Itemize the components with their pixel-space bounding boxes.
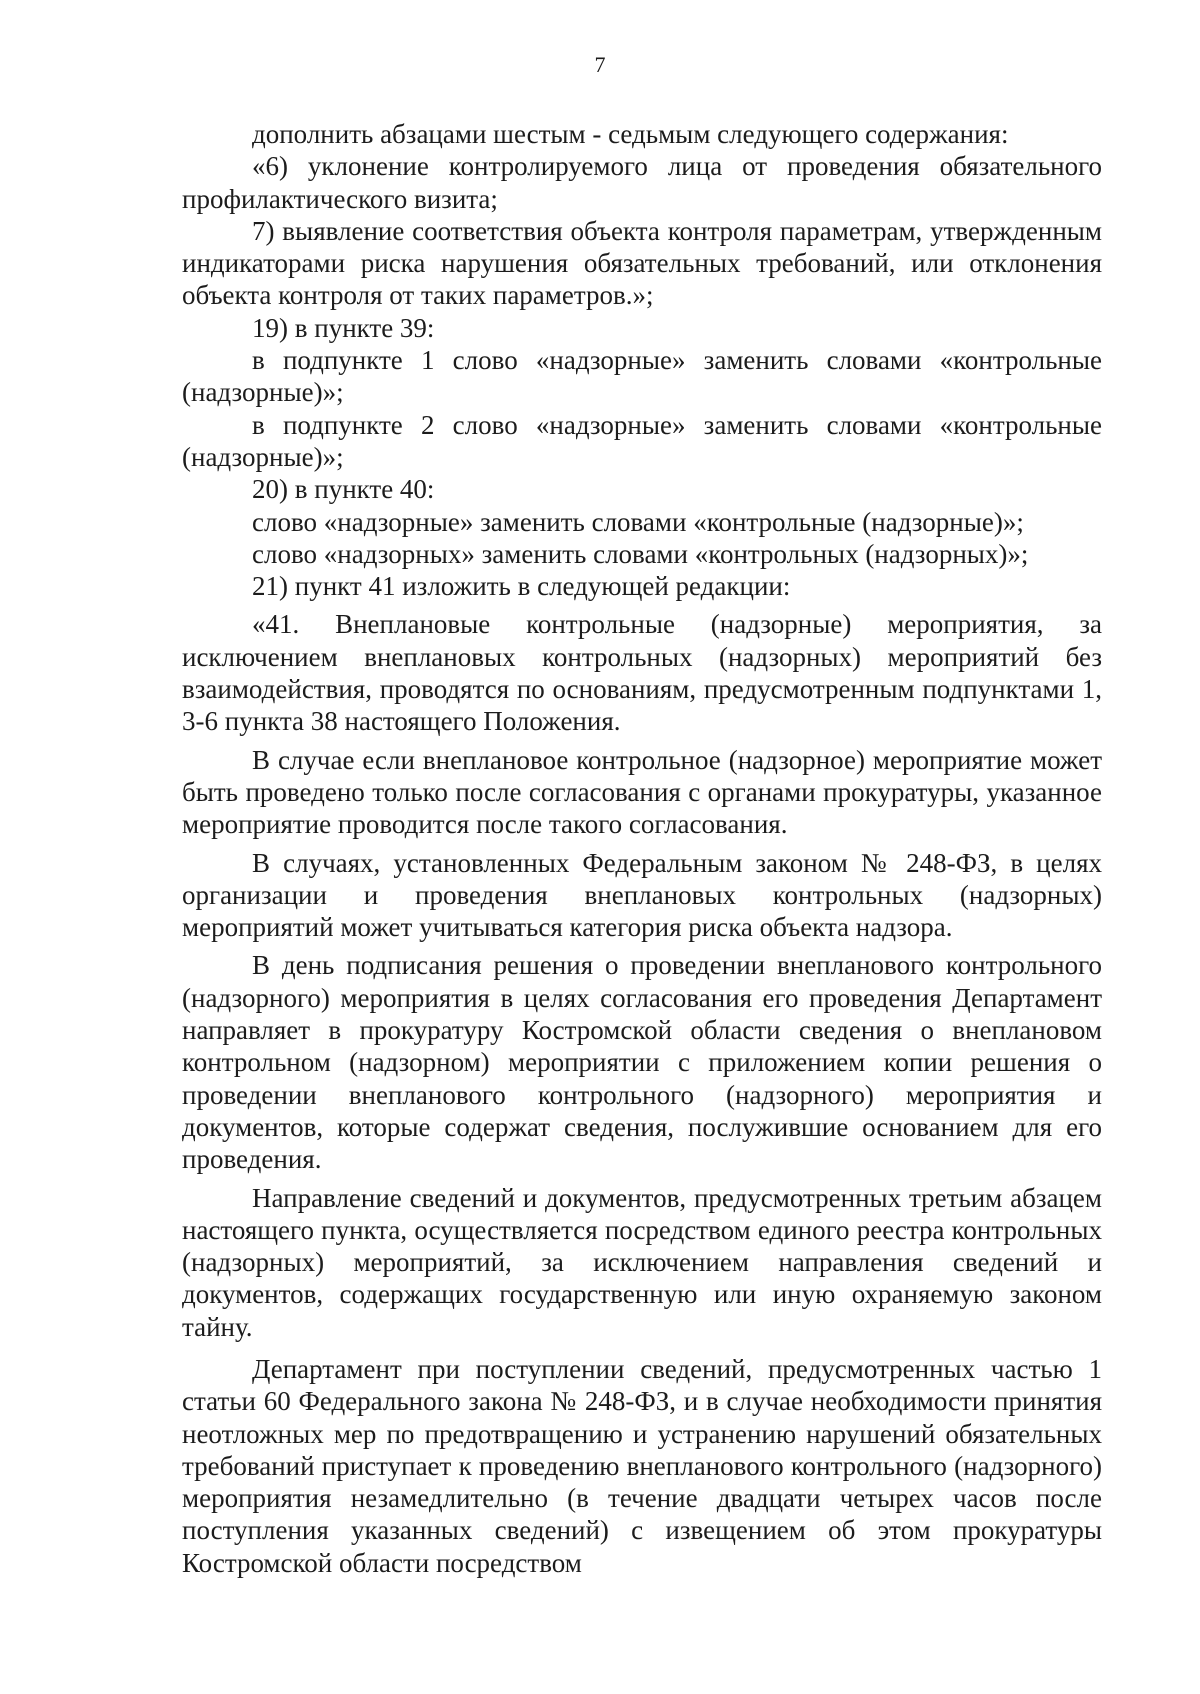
paragraph-clause-41: «41. Внеплановые контрольные (надзорные) мероприятия, за исключением внеплановых контрольных (надзорных) мероприятий без взаимодействия, проводятся по основаниям, предусмотренным подпунктами 1, 3-6 пункта 38 настоящего Положения. bbox=[182, 609, 1102, 737]
paragraph-word-replace-1: слово «надзорные» заменить словами «контрольные (надзорные)»; bbox=[252, 506, 1024, 537]
paragraph-subitem-2: в подпункте 2 слово «надзорные» заменить словами «контрольные (надзорные)»; bbox=[182, 409, 1102, 472]
paragraph-item-20: 20) в пункте 40: bbox=[252, 474, 435, 505]
paragraph-item-21: 21) пункт 41 изложить в следующей редакции: bbox=[252, 571, 791, 602]
paragraph-signing-day: В день подписания решения о проведении внепланового контрольного (надзорного) мероприятия в целях согласования его проведения Департамент направляет в прокуратуру Костромской области сведения о внеплановом контрольном (надзорном) мероприятии с приложением копии решения о проведении внепланового контрольного (надзорного) мероприятия и документов, которые содержат сведения, послужившие основанием для его проведения. bbox=[182, 950, 1102, 1175]
paragraph-word-replace-2: слово «надзорных» заменить словами «контрольных (надзорных)»; bbox=[252, 538, 1029, 569]
paragraph-subitem-1: в подпункте 1 слово «надзорные» заменить словами «контрольные (надзорные)»; bbox=[182, 345, 1102, 408]
paragraph-department-urgent: Департамент при поступлении сведений, предусмотренных частью 1 статьи 60 Федерального закона № 248-ФЗ, и в случае необходимости принятия неотложных мер по предотвращению и устранению нарушений обязательных требований приступает к проведению внепланового контрольного (надзорного) мероприятия незамедлительно (в течение двадцати четырех часов после поступления указанных сведений) с извещением об этом прокуратуры Костромской области посредством bbox=[182, 1353, 1102, 1578]
paragraph-risk-category: В случаях, установленных Федеральным законом № 248-ФЗ, в целях организации и проведения внеплановых контрольных (надзорных) мероприятий может учитываться категория риска объекта надзора. bbox=[182, 847, 1102, 943]
page-number: 7 bbox=[594, 52, 606, 77]
paragraph-intro: дополнить абзацами шестым - седьмым следующего содержания: bbox=[252, 119, 1009, 149]
paragraph-item-7: 7) выявление соответствия объекта контроля параметрам, утвержденным индикаторами риска нарушения обязательных требований, или отклонения объекта контроля от таких параметров.»; bbox=[182, 215, 1102, 311]
document-body bbox=[182, 118, 1102, 1579]
paragraph-item-6: «6) уклонение контролируемого лица от проведения обязательного профилактического визита; bbox=[182, 151, 1102, 214]
paragraph-item-19: 19) в пункте 39: bbox=[252, 312, 435, 343]
paragraph-prosecutor-approval: В случае если внеплановое контрольное (надзорное) мероприятие может быть проведено только после согласования с органами прокуратуры, указанное мероприятие проводится после такого согласования. bbox=[182, 744, 1102, 840]
paragraph-registry: Направление сведений и документов, предусмотренных третьим абзацем настоящего пункта, осуществляется посредством единого реестра контрольных (надзорных) мероприятий, за исключением направления сведений и документов, содержащих государственную или иную охраняемую законом тайну. bbox=[182, 1182, 1102, 1342]
